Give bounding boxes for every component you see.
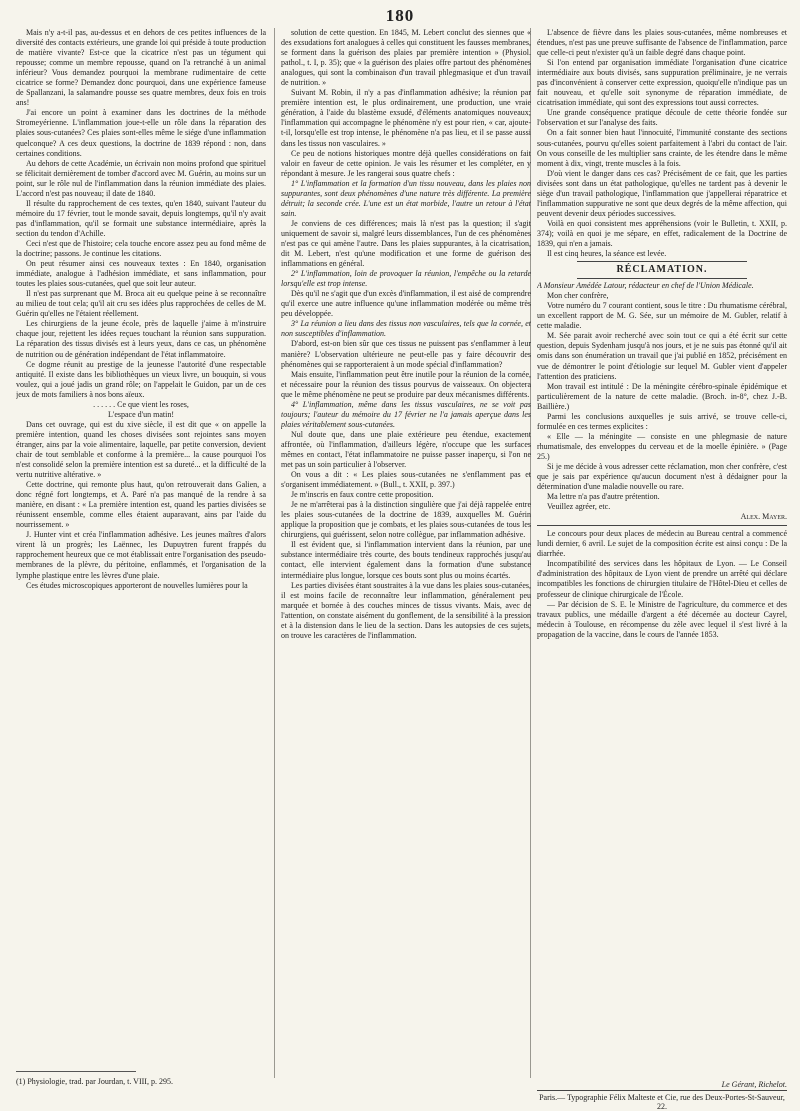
verse-line: L'espace d'un matin! xyxy=(108,409,174,419)
paragraph: Le concours pour deux places de médecin au Bureau central a commencé lundi dernier, 6 avril. Le sujet de la composition écrite est ainsi conçu : De la diarrhée. xyxy=(537,529,787,559)
paragraph: Je conviens de ces différences; mais là n'est pas la question; il s'agit uniquement de savoir si, malgré leurs dissemblances, l'un de ces phénomènes n'est pas ce qui amène l'autre. Dans les plaies suppurantes, à la cicatrisation, dit M. Lebert, n'est qu'une modification et une forme de guérison des inflammations en général. xyxy=(281,218,531,269)
paragraph: Parmi les conclusions auxquelles je suis arrivé, se trouve celle-ci, formulée en ces termes explicites : xyxy=(537,411,787,431)
verse-line: . . . . . . Ce que vient les roses, xyxy=(93,399,189,409)
footnote-rule xyxy=(16,1071,136,1072)
paragraph: Ceci n'est que de l'histoire; cela touche encore assez peu au fond même de la doctrine; passons. Je continue les citations. xyxy=(16,238,266,259)
paragraph: 3° La réunion a lieu dans des tissus non vasculaires, tels que la cornée, et non susceptibles d'inflammation. xyxy=(281,319,531,339)
paragraph: Il est cinq heures, la séance est levée. xyxy=(547,249,667,259)
section-rule xyxy=(577,278,747,279)
paragraph: Ma lettre n'a pas d'autre prétention. xyxy=(547,492,660,502)
paragraph: Ces études microscopiques apporteront de nouvelles lumières pour la xyxy=(26,580,248,590)
column-left xyxy=(16,28,266,1058)
paragraph: Il est évident que, si l'inflammation intervient dans la réunion, par une substance intermédiaire très courte, des bouts tendineux rapprochés jusqu'au contact, elle intervient également dans la formation d'une substance intermédiaire plus longue, lorsque ces bouts sont plus ou moins écartés. xyxy=(281,540,531,580)
column-right xyxy=(537,28,787,1078)
paragraph: Voilà en quoi consistent mes appréhensions (voir le Bulletin, t. XXII, p. 374); voilà en quoi je me sépare, en effet, radicalement de la Doctrine de 1839, qui n'en a jamais. xyxy=(537,218,787,248)
paragraph: Je ne m'arrêterai pas à la distinction singulière que j'ai déjà rappelée entre les plaies sous-cutanées de la doctrine de 1839, auxquelles M. Guérin applique la proposition que je combats, et les plaies sous-cutanées de tous les chirurgiens, qui guérissent, selon notre collègue, par inflammation adhésive. xyxy=(281,500,531,540)
paragraph: Il résulte du rapprochement de ces textes, qu'en 1840, suivant l'auteur du mémoire du 17 février, tout le monde savait, depuis longtemps, qu'il n'y avait pas d'inflammation, qu'il se formait une substance intermédiaire, après la section du tendon d'Achille. xyxy=(16,198,266,238)
paragraph: 1° L'inflammation et la formation d'un tissu nouveau, dans les plaies non suppurantes, sont deux phénomènes d'une nature très différente. La première détruit; la seconde crée. L'une est un état morbide, l'autre un retour à l'état sain. xyxy=(281,178,531,218)
paragraph: 4° L'inflammation, même dans les tissus vasculaires, ne se voit pas toujours; l'auteur du mémoire du 17 février ne l'a jamais aperçue dans les plaies véritablement sous-cutanées. xyxy=(281,399,531,429)
paragraph: M. Sée parait avoir recherché avec soin tout ce qui a été écrit sur cette question, depuis Sydenham jusqu'à nos jours, et je ne suis pas étonné qu'il ait omis dans son énumération un travail que j'ai publié en 1852, précisément en vue de démontrer le point d'étiologie sur lequel M. Gubler vient d'appeler l'attention des praticiens. xyxy=(537,331,787,381)
section-rule xyxy=(537,525,787,526)
paragraph: J'ai encore un point à examiner dans les doctrines de la méthode Stromeyérienne. L'inflammation joue-t-elle un rôle dans la réparation des plaies sous-cutanées? Ces plaies sont-elles même le siége d'une inflammation quelconque? A ces deux questions, la doctrine de 1839 répond : non, dans certaines conditions. xyxy=(16,108,266,158)
paragraph: Au dehors de cette Académie, un écrivain non moins profond que spirituel se félicitait dernièrement de tomber d'accord avec M. Guérin, au moins sur un point, sur le rôle nul de l'inflammation dans la réunion immédiate des plaies. L'accord n'est pas nouveau; il date de 1840. xyxy=(16,158,266,198)
paragraph: Si l'on entend par organisation immédiate l'organisation d'une cicatrice intermédiaire aux bouts divisés, sans suppuration préliminaire, je ne verrais pas d'inconvénient à conserver cette expression, quoiqu'elle n'indique pas un fait nouveau, et qu'elle soit synonyme de réparation immédiate, de cicatrisation immédiate, qui sont des expressions tout aussi correctes. xyxy=(537,58,787,108)
paragraph: Ce peu de notions historiques montre déjà quelles considérations on fait valoir en faveur de cette opinion. Je vais les résumer et les compléter, en y répondant à mesure. Je les rangerai sous quatre chefs : xyxy=(281,148,531,178)
paragraph: On peut résumer ainsi ces nouveaux textes : En 1840, organisation immédiate, analogue à l'adhésion immédiate, et sans inflammation, pour toutes les plaies sous-cutanées, quel que soit leur auteur. xyxy=(16,259,266,289)
paragraph: Cette doctrine, qui remonte plus haut, qu'on retrouverait dans Galien, a donc régné fort longtemps, et A. Paré n'a pas manqué de la rendre à sa manière, en disant : « La première intention est, quand les parties divisées se réunissent ensemble, comme elles étaient auparavant, ains par l'aide du nourrissement. » xyxy=(16,480,266,530)
paragraph: Mon travail est intitulé : De la méningite cérébro-spinale épidémique et particulièrement de la nature de cette maladie. (Broch. in-8°, chez J.-B. Baillière.) xyxy=(537,381,787,411)
paragraph: L'absence de fièvre dans les plaies sous-cutanées, même nombreuses et étendues, n'est pas une preuve suffisante de l'absence de l'inflammation, parce que celle-ci peut n'exister qu'à un faible degré dans chaque point. xyxy=(537,28,787,58)
paragraph: Mais ensuite, l'inflammation peut être inutile pour la réunion de la cornée, et nécessaire pour la réunion des tissus pourvus de vaisseaux. On objectera que le même phénomène ne peut se produire par deux mécanismes différents. xyxy=(281,369,531,399)
paragraph: Incompatibilité des services dans les hôpitaux de Lyon. — Le Conseil d'administration des hôpitaux de Lyon vient de prendre un arrêté qui déclare incompatibles les fonctions de chirurgien titulaire de l'Hôtel-Dieu et celles de professeur de clinique chirurgicale de l'École. xyxy=(537,559,787,599)
paragraph: Mais n'y a-t-il pas, au-dessus et en dehors de ces petites influences de la diversité des contacts extérieurs, une grande loi qui préside à toute production de matière vivante? Est-ce que la cicatrice n'est pas un tégument qui repousse; comme un membre repousse, quand on l'a retranché à un animal inférieur? Vous demandez pourquoi la membrane rudimentaire de cette cicatrice se forme? Demandez donc pourquoi, dans une expérience fameuse de Spallanzani, la salamandre pousse ses quatre membres, deux fois en trois ans! xyxy=(16,28,266,108)
paragraph: Mon cher confrère, xyxy=(547,291,609,301)
paragraph: 2° L'inflammation, loin de provoquer la réunion, l'empêche ou la retarde lorsqu'elle est trop intense. xyxy=(281,269,531,289)
paragraph: Dans cet ouvrage, qui est du xive siècle, il est dit que « on appelle la première intention, quand les choses divisées sont rejointes sans moyen étranger, ains par la voie alimentaire, laquelle, par petite conversion, devient chair de tout semblable et conforme à la première... la cause pourquoi l'os n'est consolidé selon la première intention est sa dureté... et la difficulté de la vertu nutritive altérative. » xyxy=(16,419,266,480)
column-divider xyxy=(274,28,275,1078)
printer-rule xyxy=(537,1090,787,1091)
paragraph: Votre numéro du 7 courant contient, sous le titre : Du rhumatisme cérébral, un excellent rapport de M. G. Sée, sur un mémoire de M. Gubler, relatif à cette maladie. xyxy=(537,301,787,331)
paragraph: D'où vient le danger dans ces cas? Précisément de ce fait, que les parties divisées sont dans un état pathologique, qu'elles ne tardent pas à devenir le siège d'un travail pathologique, l'inflammation que j'appellerai réparatrice et l'inflammation suppurative ne sont que deux degrés de la même affection, qui peuvent devenir deux périodes successives. xyxy=(537,168,787,218)
column-middle xyxy=(281,28,531,1088)
paragraph: Suivant M. Robin, il n'y a pas d'inflammation adhésive; la réunion par première intention est, le plus ordinairement, une production, une vraie génération, à l'aide du blastème exsudé, d'éléments anatomiques nouveaux; l'inflammation qui accompagne le phénomène n'y est pour rien, « car, ajoute-t-il, lorsqu'elle est trop intense, le phénomène n'a pas lieu, et il se passe aussi dans les tissus non vasculaires. » xyxy=(281,88,531,148)
paragraph: D'abord, est-on bien sûr que ces tissus ne puissent pas s'enflammer à leur manière? L'observation ultérieure ne peut-elle pas y faire découvrir des phénomènes qui se rapporteraient à un mode spécial d'inflammation? xyxy=(281,339,531,369)
letter-signature: Alex. Mayer. xyxy=(740,512,787,522)
paragraph: Les parties divisées étant soustraites à la vue dans les plaies sous-cutanées, il est moins facile de reconnaître leur inflammation, généralement peu marquée et bornée à des couches minces de tissus vivants. Mais, avec de l'attention, on constate aisément du gonflement, de la sensibilité à la pression et à la distension dans le lieu de la section. Dans les autopsies de ces sujets, on trouve les caractères de l'inflammation. xyxy=(281,580,531,640)
paragraph: On a fait sonner bien haut l'innocuité, l'immunité constante des sections sous-cutanées, pourvu qu'elles soient parfaitement à l'abri du contact de l'air. On vous conseille de les multiplier sans crainte, de les étendre dans le même moment à dix, vingt, trente muscles à la fois. xyxy=(537,128,787,168)
paragraph: — Par décision de S. E. le Ministre de l'agriculture, du commerce et des travaux publics, une médaille d'argent a été décernée au docteur Cayrel, médecin à Toulouse, en récompense du zèle avec lequel il s'est livré à la propagation de la vaccine, dans le cours de l'année 1853. xyxy=(537,599,787,639)
gerant-signature: Le Gérant, Richelot. xyxy=(721,1080,787,1089)
footnote: (1) Physiologie, trad. par Jourdan, t. VIII, p. 295. xyxy=(16,1077,173,1086)
paragraph: solution de cette question. En 1845, M. Lebert conclut des siennes que « des exsudations fort analogues à celles qui constituent les fausses membranes, se forment dans la guérison des plaies par première intention » (Physiol. pathol., t. I, p. 35); que « la guérison des plaies offre partout des phénomènes analogues, qui sont la combinaison d'un travail phlegmasique et d'un travail de nutrition. » xyxy=(281,28,531,88)
paragraph: Si je me décide à vous adresser cette réclamation, mon cher confrère, c'est que je sais par expérience qu'aucun document n'est à dédaigner pour la détermination d'une maladie nouvelle ou rare. xyxy=(537,461,787,492)
section-rule xyxy=(577,261,747,262)
paragraph: Nul doute que, dans une plaie extérieure peu étendue, exactement affrontée, où l'inflammation, d'ailleurs légère, n'occupe que les surfaces mêmes en contact, l'état inflammatoire ne puisse passer inaperçu, si l'on ne met pas un soin particulier à l'observer. xyxy=(281,429,531,470)
section-title: RÉCLAMATION. xyxy=(616,264,708,276)
paragraph: On vous a dit : « Les plaies sous-cutanées ne s'enflamment pas et s'organisent immédiatement. » (Bull., t. XXII, p. 397.) xyxy=(281,470,531,490)
paragraph: Veuillez agréer, etc. xyxy=(547,502,611,512)
paragraph: « Elle — la méningite — consiste en une phlegmasie de nature rhumatismale, des enveloppes du cerveau et de la moelle épinière. » (Page 25.) xyxy=(537,431,787,461)
paragraph: Je m'inscris en faux contre cette proposition. xyxy=(291,490,434,500)
paragraph: J. Hunter vint et créa l'inflammation adhésive. Les jeunes maîtres d'alors virent là un progrès; les Laënnec, les Dupuytren furent frappés du rapprochement heureux que ce mot établissait entre l'organisation des pseudo-membranes de la plèvre, du péritoine, enflammés, et l'organisation de la lymphe plastique entre les lèvres d'une plaie. xyxy=(16,530,266,580)
page-number: 180 xyxy=(385,6,415,25)
paragraph: Il n'est pas surprenant que M. Broca ait eu quelque peine à se reconnaître au milieu de tout cela; qu'il ait cru ses idées plus rapprochées de celles de M. Guérin qu'elles ne l'étaient réellement. xyxy=(16,289,266,319)
paragraph: Les chirurgiens de la jeune école, près de laquelle j'aime à m'instruire chaque jour, rejettent les idées reçues touchant la réunion sans suppuration. La réparation des tissus divisés est à leurs yeux, dans ce cas, un phénomène de nutrition ou de génération indépendant de l'état inflammatoire. xyxy=(16,319,266,359)
paragraph: Ce dogme réunit au prestige de la jeunesse l'autorité d'une respectable antiquité. Il existe dans les bibliothèques un vieux livre, un bouquin, si vous voulez, qui a joué jadis un grand rôle; on l'appelait le Guidon, par un de ces jeux de mots familiers à nos bons aïeux. xyxy=(16,359,266,399)
paragraph: Une grande conséquence pratique découle de cette théorie fondée sur l'observation et sur l'analyse des faits. xyxy=(537,108,787,128)
printer-imprint: Paris.— Typographie Félix Malteste et Cie, rue des Deux-Portes-St-Sauveur, 22. xyxy=(539,1093,785,1111)
letter-salutation: A Monsieur Amédée Latour, rédacteur en chef de l'Union Médicale. xyxy=(537,281,754,291)
paragraph: Dès qu'il ne s'agit que d'un excès d'inflammation, il est aisé de comprendre qu'il exerce une autre influence qu'une inflammation modérée ou même très peu développée. xyxy=(281,289,531,319)
